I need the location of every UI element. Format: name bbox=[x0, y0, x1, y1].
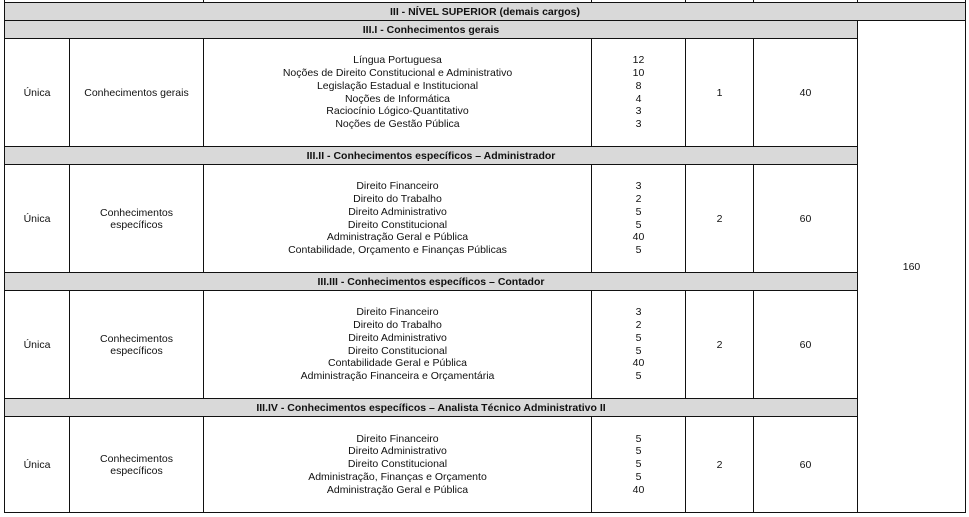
question-count: 40 bbox=[632, 357, 645, 370]
level-header: III - NÍVEL SUPERIOR (demais cargos) bbox=[4, 2, 966, 21]
subject-item: Direito Financeiro bbox=[356, 306, 439, 319]
etapa-cell: Única bbox=[4, 38, 70, 147]
weight-cell: 2 bbox=[685, 416, 754, 513]
section-title: III.IV - Conhecimentos específicos – Analista Técnico Administrativo II bbox=[4, 398, 858, 417]
subject-item: Direito Constitucional bbox=[347, 458, 448, 471]
area-cell: Conhecimentos gerais bbox=[69, 38, 204, 147]
question-count: 5 bbox=[635, 218, 642, 231]
question-count: 3 bbox=[635, 117, 642, 130]
subject-list bbox=[283, 54, 512, 130]
subject-item: Noções de Gestão Pública bbox=[335, 117, 460, 130]
points-cell: 60 bbox=[753, 164, 858, 273]
subject-item: Noções de Direito Constitucional e Administrativo bbox=[282, 67, 513, 80]
subject-item: Direito Constitucional bbox=[347, 344, 448, 357]
weight-cell: 1 bbox=[685, 38, 754, 147]
subject-item: Direito Administrativo bbox=[348, 331, 447, 344]
section-title: III.II - Conhecimentos específicos – Administrador bbox=[4, 146, 858, 165]
area-cell: Conhecimentos específicos bbox=[69, 290, 204, 399]
question-count: 12 bbox=[632, 54, 645, 67]
subject-item: Direito do Trabalho bbox=[353, 193, 442, 206]
subject-item: Direito do Trabalho bbox=[353, 319, 442, 332]
subject-list bbox=[301, 306, 495, 382]
etapa-cell: Única bbox=[4, 290, 70, 399]
subject-item: Legislação Estadual e Institucional bbox=[316, 79, 479, 92]
question-count: 2 bbox=[635, 319, 642, 332]
total-points: 160 bbox=[857, 20, 966, 513]
exam-table bbox=[4, 0, 966, 513]
question-count: 5 bbox=[635, 205, 642, 218]
question-count: 3 bbox=[635, 105, 642, 118]
subject-item: Contabilidade Geral e Pública bbox=[328, 357, 467, 370]
area-cell: Conhecimentos específicos bbox=[69, 416, 204, 513]
question-count: 5 bbox=[635, 369, 642, 382]
question-count: 40 bbox=[632, 231, 645, 244]
points-cell: 40 bbox=[753, 38, 858, 147]
subject-item: Contabilidade, Orçamento e Finanças Públicas bbox=[288, 243, 507, 256]
subject-list bbox=[308, 433, 487, 497]
question-count: 8 bbox=[635, 79, 642, 92]
subject-item: Direito Financeiro bbox=[356, 432, 439, 445]
subject-item: Noções de Informática bbox=[344, 92, 451, 105]
question-count: 3 bbox=[635, 306, 642, 319]
question-count: 5 bbox=[635, 243, 642, 256]
etapa-cell: Única bbox=[4, 164, 70, 273]
section-title: III.III - Conhecimentos específicos – Contador bbox=[4, 272, 858, 291]
question-count: 5 bbox=[635, 458, 642, 471]
question-count: 2 bbox=[635, 193, 642, 206]
subjects-cell bbox=[203, 416, 592, 513]
question-count: 4 bbox=[635, 92, 642, 105]
subject-item: Administração Financeira e Orçamentária bbox=[300, 369, 495, 382]
questions-cell bbox=[591, 416, 686, 513]
question-count: 5 bbox=[635, 470, 642, 483]
subject-item: Administração, Finanças e Orçamento bbox=[308, 470, 487, 483]
question-count-list bbox=[633, 180, 645, 256]
question-count-list bbox=[633, 433, 645, 497]
question-count-list bbox=[633, 54, 645, 130]
questions-cell bbox=[591, 290, 686, 399]
weight-cell: 2 bbox=[685, 290, 754, 399]
question-count: 5 bbox=[635, 344, 642, 357]
questions-cell bbox=[591, 38, 686, 147]
etapa-cell: Única bbox=[4, 416, 70, 513]
subject-item: Direito Administrativo bbox=[348, 445, 447, 458]
subjects-cell bbox=[203, 38, 592, 147]
subjects-cell bbox=[203, 164, 592, 273]
question-count-list bbox=[633, 306, 645, 382]
question-count: 3 bbox=[635, 180, 642, 193]
weight-cell: 2 bbox=[685, 164, 754, 273]
question-count: 5 bbox=[635, 445, 642, 458]
question-count: 40 bbox=[632, 483, 645, 496]
subject-item: Língua Portuguesa bbox=[353, 54, 442, 67]
question-count: 5 bbox=[635, 432, 642, 445]
subject-list bbox=[288, 180, 507, 256]
subject-item: Raciocínio Lógico-Quantitativo bbox=[326, 105, 469, 118]
subject-item: Direito Constitucional bbox=[347, 218, 448, 231]
questions-cell bbox=[591, 164, 686, 273]
subject-item: Administração Geral e Pública bbox=[326, 231, 469, 244]
subject-item: Administração Geral e Pública bbox=[326, 483, 469, 496]
subject-item: Direito Financeiro bbox=[356, 180, 439, 193]
area-cell: Conhecimentos específicos bbox=[69, 164, 204, 273]
subjects-cell bbox=[203, 290, 592, 399]
points-cell: 60 bbox=[753, 416, 858, 513]
question-count: 5 bbox=[635, 331, 642, 344]
question-count: 10 bbox=[632, 67, 645, 80]
section-title: III.I - Conhecimentos gerais bbox=[4, 20, 858, 39]
points-cell: 60 bbox=[753, 290, 858, 399]
subject-item: Direito Administrativo bbox=[348, 205, 447, 218]
